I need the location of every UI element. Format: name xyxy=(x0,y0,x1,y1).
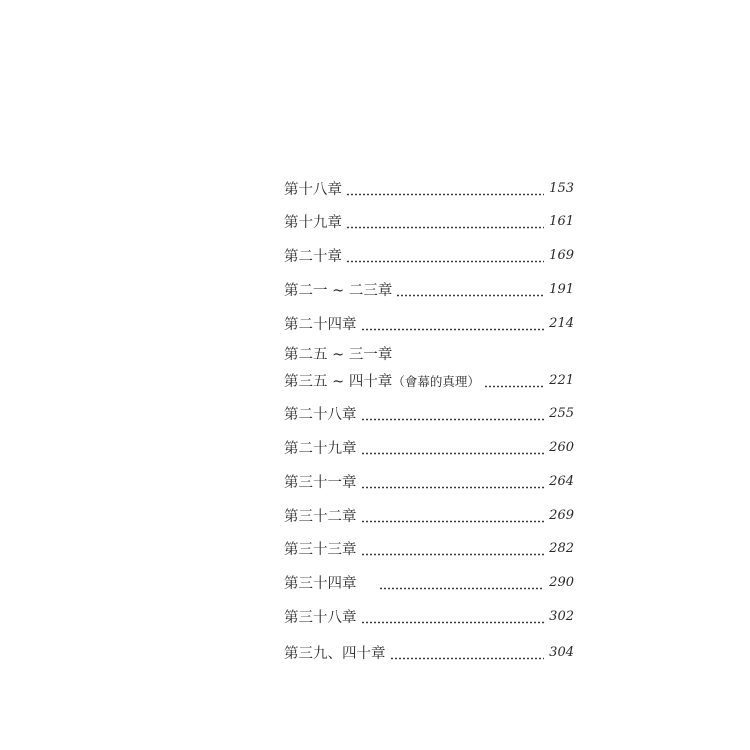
toc-entry-page: 169 xyxy=(549,248,574,263)
dot-leader xyxy=(396,294,544,297)
table-of-contents xyxy=(284,0,574,750)
toc-entry-title-line1: 第二五 ~ 三一章 xyxy=(284,347,393,363)
toc-entry-page: 214 xyxy=(549,316,574,331)
toc-entry-page: 153 xyxy=(549,181,574,196)
dot-leader xyxy=(390,657,545,660)
toc-entry-title: 第三十三章 xyxy=(284,542,357,558)
dot-leader xyxy=(361,520,545,523)
toc-entry xyxy=(284,435,574,459)
dot-leader xyxy=(379,587,545,590)
toc-entry-title-note: （會幕的真理） xyxy=(392,374,480,389)
toc-entry xyxy=(284,503,574,527)
toc-entry-title: 第二十章 xyxy=(284,249,342,265)
toc-entry xyxy=(284,640,574,664)
toc-entry-title: 第二十九章 xyxy=(284,441,357,457)
toc-entry-page: 255 xyxy=(549,406,574,421)
dot-leader xyxy=(361,486,545,489)
dot-leader xyxy=(361,418,545,421)
toc-entry xyxy=(284,368,574,392)
toc-entry-title: 第十九章 xyxy=(284,215,342,231)
toc-entry xyxy=(284,469,574,493)
toc-entry-title xyxy=(284,372,480,392)
dot-leader xyxy=(346,226,544,229)
toc-entry-title: 第二一 ~ 二三章 xyxy=(284,283,393,299)
dot-leader xyxy=(361,621,545,624)
dot-leader xyxy=(361,452,545,455)
dot-leader xyxy=(361,553,545,556)
toc-entry-page: 290 xyxy=(549,575,574,590)
toc-entry-page: 269 xyxy=(549,508,574,523)
dot-leader xyxy=(484,385,544,388)
toc-entry-page: 260 xyxy=(549,440,574,455)
toc-entry-page: 161 xyxy=(549,214,574,229)
toc-entry xyxy=(284,277,574,301)
toc-entry-page: 221 xyxy=(549,373,574,388)
toc-entry-page: 191 xyxy=(549,282,574,297)
toc-entry xyxy=(284,209,574,233)
toc-entry-title: 第二十四章 xyxy=(284,317,357,333)
toc-entry-title: 第三十二章 xyxy=(284,509,357,525)
toc-entry xyxy=(284,401,574,425)
toc-entry xyxy=(284,311,574,335)
toc-entry-page: 302 xyxy=(549,609,574,624)
toc-entry xyxy=(284,243,574,267)
toc-entry-title: 第三九、四十章 xyxy=(284,646,386,662)
toc-entry xyxy=(284,536,574,560)
toc-entry-title-main: 第三五 ~ 四十章 xyxy=(284,374,393,390)
dot-leader xyxy=(346,193,544,196)
dot-leader xyxy=(361,328,545,331)
toc-entry xyxy=(284,604,574,628)
toc-entry-title: 第三十一章 xyxy=(284,475,357,491)
dot-leader xyxy=(346,260,544,263)
toc-entry-title: 第三十八章 xyxy=(284,610,357,626)
toc-entry xyxy=(284,570,574,594)
toc-entry-title: 第二十八章 xyxy=(284,407,357,423)
toc-entry xyxy=(284,176,574,200)
toc-entry-page: 304 xyxy=(549,645,574,660)
toc-entry-page: 264 xyxy=(549,474,574,489)
toc-entry-title: 第三十四章 xyxy=(284,576,357,592)
toc-entry-page: 282 xyxy=(549,541,574,556)
toc-entry-title: 第十八章 xyxy=(284,182,342,198)
